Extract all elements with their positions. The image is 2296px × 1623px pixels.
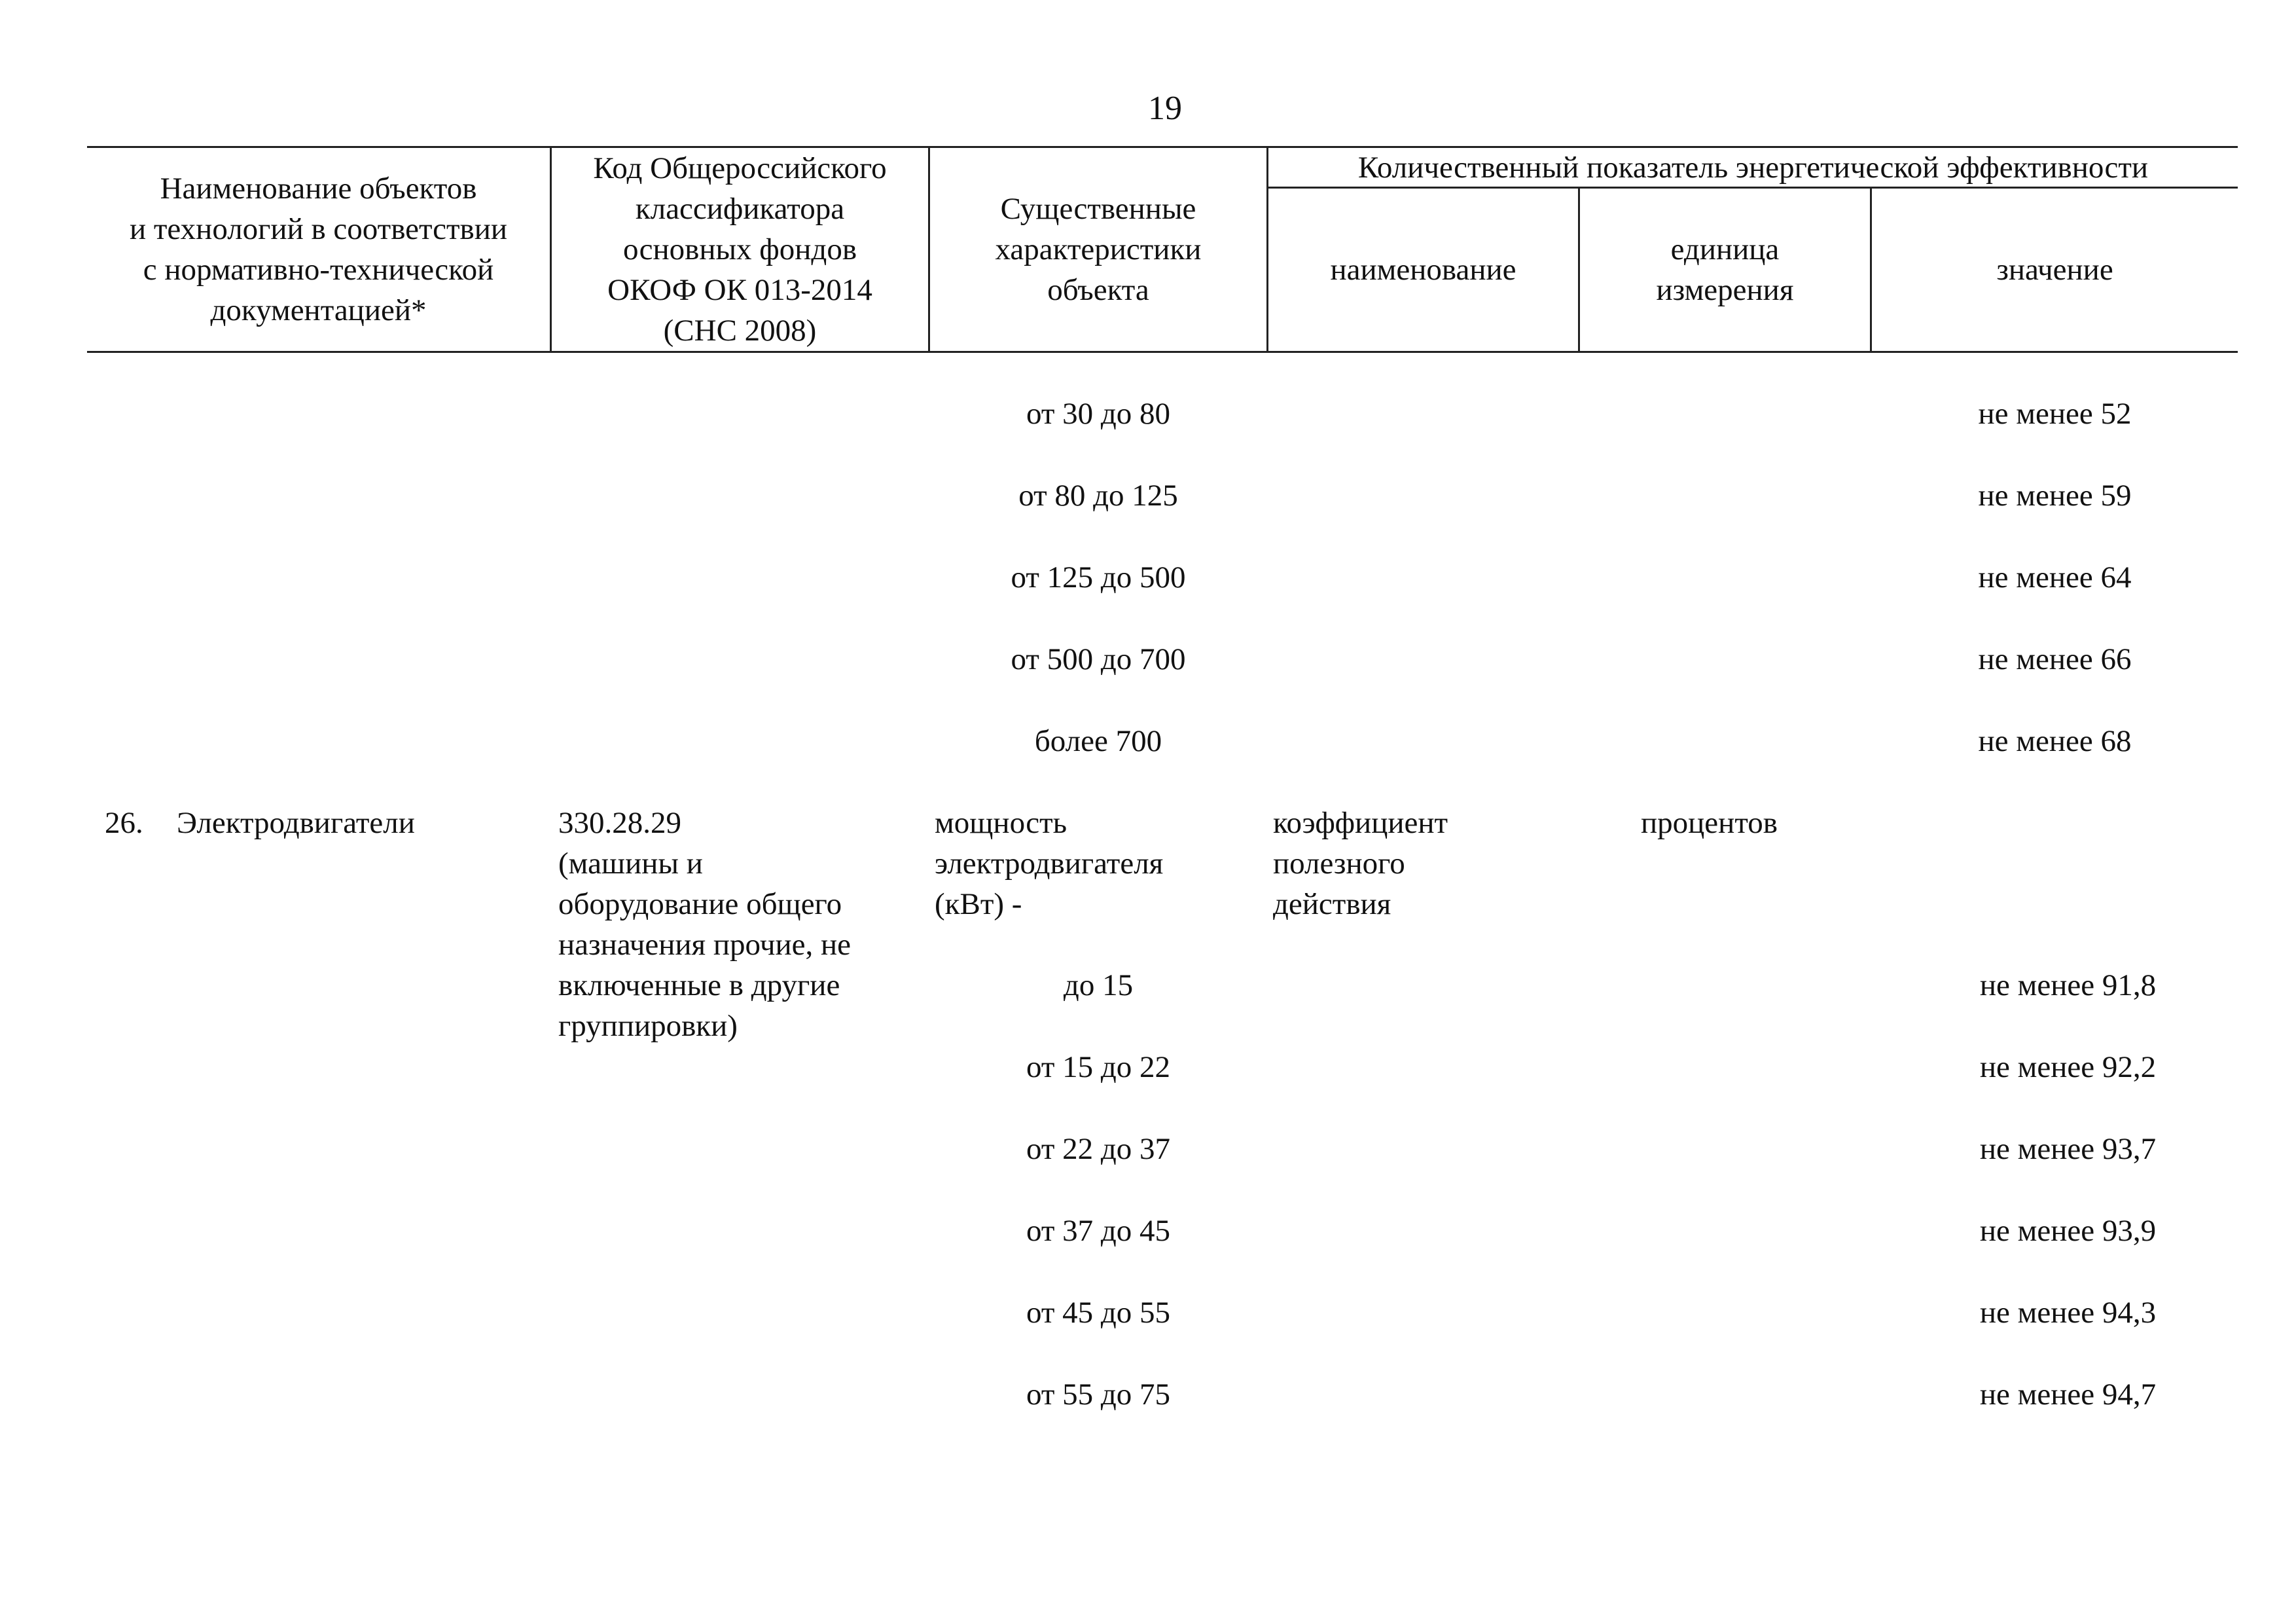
header-characteristics-line: характеристики [995, 232, 1202, 266]
value-cell: не менее 68 [1978, 724, 2132, 758]
item-unit: процентов [1641, 806, 1778, 840]
item-characteristic-line: электродвигателя [935, 847, 1164, 881]
item-characteristic-line: (кВт) - [935, 887, 1022, 921]
item-indicator-line: полезного [1273, 847, 1405, 881]
header-okof-code [552, 148, 928, 351]
header-unit [1580, 189, 1870, 351]
item-indicator [1273, 803, 1574, 924]
item-characteristic [935, 803, 1262, 924]
header-object-name-line: документацией* [210, 293, 427, 327]
header-okof-code-line: классификатора [635, 192, 845, 226]
item-indicator-line: коэффициент [1273, 806, 1448, 840]
item-indicator-line: действия [1273, 887, 1391, 921]
item-okof-code [558, 803, 928, 1046]
value-cell: не менее 93,9 [1979, 1214, 2157, 1248]
header-unit-line: единица [1670, 232, 1780, 266]
characteristic-cell: от 22 до 37 [1026, 1132, 1171, 1166]
characteristic-cell: от 37 до 45 [1026, 1214, 1171, 1248]
characteristic-cell: от 55 до 75 [1026, 1377, 1171, 1412]
header-okof-code-line: основных фондов [622, 232, 857, 266]
header-object-name-line: с нормативно-технической [143, 253, 494, 287]
header-okof-code-line: Код Общероссийского [593, 151, 887, 185]
item-okof-code-line: (машины и [558, 847, 703, 881]
value-cell: не менее 94,7 [1979, 1377, 2157, 1412]
header-unit-line: измерения [1656, 273, 1794, 307]
characteristic-cell: от 15 до 22 [1026, 1050, 1171, 1084]
header-okof-code-line: (СНС 2008) [663, 314, 817, 348]
header-object-name-line: Наименование объектов [160, 172, 477, 206]
page-number: 19 [1148, 90, 1182, 127]
header-object-name [87, 148, 550, 351]
item-okof-code-line: включенные в другие [558, 968, 840, 1002]
characteristic-cell: от 500 до 700 [1011, 642, 1186, 676]
value-cell: не менее 91,8 [1979, 968, 2157, 1002]
item-okof-code-line: назначения прочие, не [558, 928, 851, 962]
item-okof-code-line: 330.28.29 [558, 806, 681, 840]
value-cell: не менее 64 [1978, 560, 2132, 594]
header-value: значение [1996, 253, 2113, 287]
item-characteristic-line: мощность [935, 806, 1067, 840]
item-number: 26. [105, 806, 143, 840]
characteristic-cell: более 700 [1034, 724, 1162, 758]
value-cell: не менее 92,2 [1979, 1050, 2157, 1084]
characteristic-cell: от 45 до 55 [1026, 1296, 1171, 1330]
item-name: Электродвигатели [177, 806, 415, 840]
item-okof-code-line: группировки) [558, 1009, 738, 1043]
characteristic-cell: от 80 до 125 [1018, 479, 1178, 513]
value-cell: не менее 66 [1978, 642, 2132, 676]
value-cell: не менее 59 [1978, 479, 2132, 513]
characteristic-cell: до 15 [1063, 968, 1134, 1002]
header-characteristics [930, 148, 1266, 351]
value-cell: не менее 52 [1978, 397, 2132, 431]
value-cell: не менее 94,3 [1979, 1296, 2157, 1330]
characteristic-cell: от 30 до 80 [1026, 397, 1171, 431]
value-cell: не менее 93,7 [1979, 1132, 2157, 1166]
header-characteristics-line: Существенные [1000, 192, 1196, 226]
header-indicator-name: наименование [1330, 253, 1516, 287]
header-bottom-rule [87, 351, 2238, 353]
header-efficiency-group: Количественный показатель энергетической эффективности [1357, 150, 2149, 185]
characteristic-cell: от 125 до 500 [1011, 560, 1186, 594]
header-characteristics-line: объекта [1047, 273, 1149, 307]
header-okof-code-line: ОКОФ ОК 013-2014 [607, 273, 872, 307]
item-okof-code-line: оборудование общего [558, 887, 842, 921]
header-object-name-line: и технологий в соответствии [129, 212, 507, 246]
